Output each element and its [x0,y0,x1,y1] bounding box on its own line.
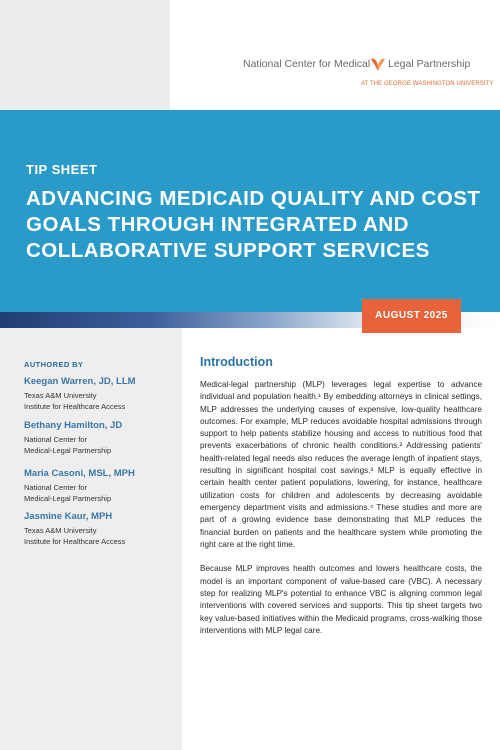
logo-name-right: Legal Partnership [388,58,471,70]
author-affiliation [24,526,174,547]
affiliation-line: Medical-Legal Partnership [24,493,112,503]
body-paragraph: Because MLP improves health outcomes and lowers healthcare costs, the model is an important component of value-based care (VBC). A necessary step for realizing MLP's potential to enhance VBC is aligning common legal interventions with covered services and supports. This tip sheet targets two key value-based initiatives within the Medicaid programs, cross-walking those interventions with MLP legal care. [200,564,482,635]
author-name: Jasmine Kaur, MPH [24,511,113,522]
authors-sidebar [0,328,182,750]
author-affiliation [24,483,174,504]
author-name: Keegan Warren, JD, LLM [24,376,136,387]
author-affiliation [24,391,174,412]
section-heading-introduction: Introduction [200,355,273,369]
title-banner [0,110,500,312]
author-name: Maria Casoni, MSL, MPH [24,468,135,479]
main-content [200,355,482,637]
affiliation-line: Medical-Legal Partnership [24,445,112,455]
document-type-label: TIP SHEET [26,162,98,177]
affiliation-line: Texas A&M University [24,526,97,535]
affiliation-line: National Center for [24,483,87,492]
logo-wordmark [243,58,471,70]
author-affiliation [24,435,174,456]
author-entry [24,376,174,412]
ribbon-icon [369,57,387,73]
logo-affiliation: AT THE GEORGE WASHINGTON UNIVERSITY [361,81,494,87]
organization-logo [243,58,494,94]
logo-name-left: National Center for Medical [243,58,371,70]
author-name: Bethany Hamilton, JD [24,420,123,431]
body-paragraph: Medical-legal partnership (MLP) leverages legal expertise to advance individual and population health.¹ By embedding attorneys in clinical settings, MLP addresses the underlying causes of expensive, low-quality healthcare outcomes. For example, MLP reduces avoidable hospital admissions through support to help patients stabilize housing and access to nutritious food that prevents exacerbations of chronic health conditions.² Addressing patients' health-related legal needs also reduces the average length of inpatient stays, resulting in significant hospital cost savings.³ MLP is equally effective in certain health center patient populations, lowering, for instance, healthcare utilization costs for children and adolescents by decreasing avoidable emergency department visits and admissions.⁴ These studies and more are part of a growing evidence base demonstrating that MLP reduces the financial burden on patients and the healthcare system while promoting the right care at the right time. [200,380,482,549]
header-left-strip [0,0,170,110]
date-badge: AUGUST 2025 [362,299,461,333]
affiliation-line: Texas A&M University [24,391,97,400]
author-entry [24,420,174,456]
document-title: ADVANCING MEDICAID QUALITY AND COST GOALS THROUGH INTEGRATED AND COLLABORATIVE SUPPORT SERVICES [26,187,481,262]
affiliation-line: National Center for [24,435,87,444]
authored-by-label: AUTHORED BY [24,360,84,369]
affiliation-line: Institute for Healthcare Access [24,401,126,411]
author-entry [24,511,174,547]
affiliation-line: Institute for Healthcare Access [24,536,126,546]
author-entry [24,468,174,504]
